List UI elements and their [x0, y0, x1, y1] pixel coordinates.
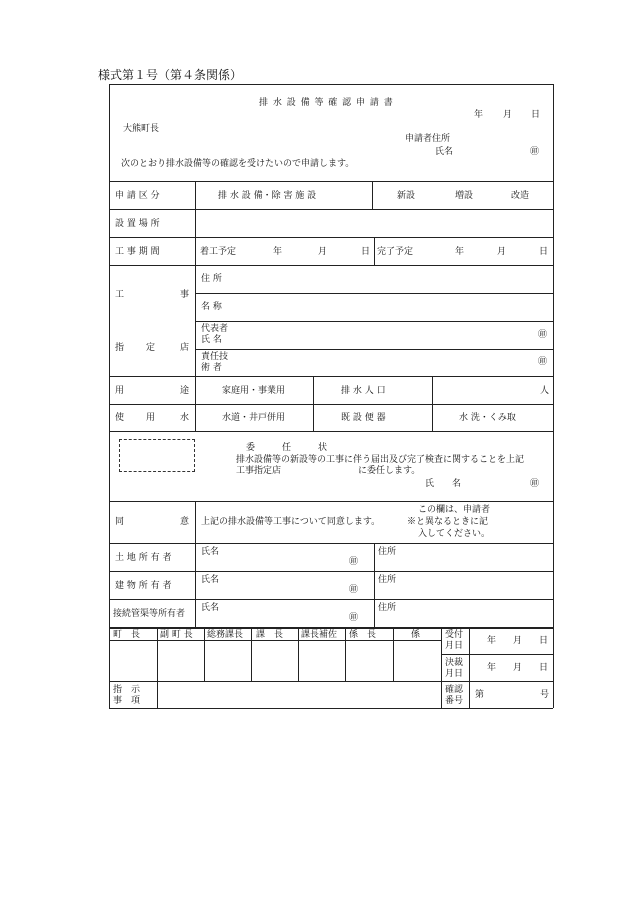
end-month: 月	[497, 247, 507, 257]
received-label-1: 受付	[445, 630, 464, 640]
start-label: 着工予定	[200, 247, 237, 257]
building-owner-seal: ㊞	[349, 585, 359, 595]
start-day: 日	[361, 247, 371, 257]
decided-label-1: 決裁	[445, 658, 464, 668]
header-year: 年	[474, 110, 484, 120]
confirm-prefix: 第	[475, 690, 485, 700]
row-line	[109, 599, 553, 600]
col-line	[157, 627, 158, 681]
land-owner-address-label: 住所	[378, 547, 397, 557]
consent-text: 上記の排水設備等工事について同意します。	[201, 517, 381, 527]
applicant-seal: ㊞	[530, 147, 540, 157]
period-label: 工 事 期 間	[115, 247, 160, 257]
delegation-name-label: 氏 名	[425, 479, 462, 489]
water-label-1: 使	[115, 413, 125, 423]
row-line	[109, 640, 441, 641]
representative-label-2: 氏 名	[201, 335, 222, 345]
office-header-section-chief: 課 長	[256, 630, 284, 640]
usage-label-1: 用	[115, 386, 125, 396]
application-type-label: 申 請 区 分	[115, 191, 160, 201]
col-line	[372, 181, 373, 209]
building-owner-address-label: 住所	[378, 575, 397, 585]
contractor-address-label: 住 所	[201, 274, 222, 284]
land-owner-label: 土 地 所 有 者	[115, 553, 172, 563]
col-line	[195, 181, 196, 431]
office-header-mayor: 町 長	[113, 630, 141, 640]
engineer-label-2: 術 者	[201, 363, 222, 373]
option-add[interactable]: 増設	[455, 191, 474, 201]
consent-label-1: 同	[115, 517, 125, 527]
row-line	[109, 681, 553, 682]
header-day: 日	[531, 110, 541, 120]
row-line	[109, 431, 553, 432]
contractor-label-2: 事	[180, 290, 190, 300]
instruction-label-1: 指 示	[113, 685, 141, 695]
office-header-assistant: 課長補佐	[301, 630, 338, 640]
delegation-title: 委 任 状	[246, 443, 328, 453]
consent-note-3: 入してください。	[418, 529, 491, 539]
col-line	[195, 501, 196, 627]
usage-label-2: 途	[180, 386, 190, 396]
office-header-subsection-chief: 係 長	[349, 630, 377, 640]
row-line	[441, 654, 553, 655]
instruction-field[interactable]	[159, 683, 439, 706]
col-line	[298, 627, 299, 681]
representative-seal: ㊞	[538, 330, 548, 340]
form-title: 排 水 設 備 等 確 認 申 請 書	[259, 98, 394, 108]
option-modify[interactable]: 改造	[511, 191, 530, 201]
office-header-deputy: 副 町 長	[160, 630, 193, 640]
land-owner-seal: ㊞	[349, 557, 359, 567]
consent-label-2: 意	[180, 517, 190, 527]
contractor-label-1: 工	[115, 290, 125, 300]
representative-label-1: 代表者	[201, 324, 229, 334]
delegation-line-2a: 工事指定店	[236, 466, 282, 476]
building-owner-label: 建 物 所 有 者	[115, 581, 172, 591]
end-label: 完了予定	[377, 247, 414, 257]
col-line	[432, 376, 433, 431]
consent-note-2: ※と異なるときに記	[407, 517, 489, 527]
col-line	[157, 681, 158, 708]
row-line	[109, 501, 553, 502]
row-line	[109, 181, 553, 182]
intro-text: 次のとおり排水設備等の確認を受けたいので申請します。	[121, 159, 355, 169]
frame-top	[109, 84, 553, 85]
delegation-seal-box[interactable]	[119, 439, 195, 472]
header-month: 月	[503, 110, 513, 120]
instruction-label-2: 事 項	[113, 696, 141, 706]
end-day: 日	[539, 247, 549, 257]
row-line	[109, 543, 553, 544]
location-label: 設 置 場 所	[115, 219, 160, 229]
row-line	[109, 265, 553, 266]
contractor-name-label: 名 称	[201, 302, 222, 312]
toilet-value[interactable]: 水 洗・くみ取	[459, 413, 516, 423]
received-month: 月	[513, 636, 523, 646]
consent-note-1: この欄は、申請者	[418, 505, 491, 515]
frame-left	[109, 84, 110, 708]
confirm-label-2: 番号	[445, 696, 464, 706]
col-line	[393, 627, 394, 681]
row-line	[109, 376, 553, 377]
row-line	[109, 571, 553, 572]
col-line	[441, 627, 442, 708]
row-line	[109, 237, 553, 238]
office-header-general-affairs: 総務課長	[207, 630, 244, 640]
building-owner-name-label: 氏名	[201, 575, 220, 585]
delegation-seal: ㊞	[530, 479, 540, 489]
row-line	[195, 321, 553, 322]
received-label-2: 月日	[445, 641, 464, 651]
office-header-staff: 係	[411, 630, 421, 640]
population-label: 排 水 人 口	[341, 386, 386, 396]
applicant-address-label: 申請者住所	[405, 134, 451, 144]
delegation-line-2b: に委任します。	[358, 466, 421, 476]
population-unit: 人	[540, 386, 550, 396]
pipe-owner-address-label: 住所	[378, 603, 397, 613]
toilet-label: 既 設 便 器	[341, 413, 386, 423]
col-line	[374, 543, 375, 627]
addressee: 大熊町長	[123, 124, 160, 134]
confirm-suffix: 号	[540, 690, 550, 700]
location-field[interactable]	[197, 211, 551, 236]
row-line	[195, 293, 553, 294]
received-day: 日	[539, 636, 549, 646]
decided-year: 年	[487, 663, 497, 673]
contractor-label-5: 店	[180, 343, 190, 353]
contractor-label-4: 定	[146, 343, 156, 353]
delegation-line-1: 排水設備等の新設等の工事に伴う届出及び完了検査に関することを上記	[236, 455, 525, 465]
form-number: 様式第１号（第４条関係）	[98, 68, 243, 82]
col-line	[251, 627, 252, 681]
applicant-name-label: 氏名	[435, 147, 454, 157]
row-line	[109, 209, 553, 210]
frame-right	[553, 84, 554, 708]
col-line	[345, 627, 346, 681]
engineer-seal: ㊞	[538, 357, 548, 367]
frame-bottom	[109, 708, 553, 709]
water-value[interactable]: 水道・井戸併用	[222, 413, 286, 423]
end-year: 年	[455, 247, 465, 257]
decided-day: 日	[539, 663, 549, 673]
application-type-value: 排 水 設 備・除 害 施 設	[218, 191, 317, 201]
confirm-label-1: 確認	[445, 685, 464, 695]
option-new[interactable]: 新設	[397, 191, 416, 201]
pipe-owner-seal: ㊞	[349, 613, 359, 623]
col-line	[204, 627, 205, 681]
land-owner-name-label: 氏名	[201, 547, 220, 557]
contractor-label-3: 指	[115, 343, 125, 353]
col-line	[374, 237, 375, 265]
usage-value[interactable]: 家庭用・事業用	[222, 386, 286, 396]
row-line	[109, 404, 553, 405]
water-label-3: 水	[180, 413, 190, 423]
decided-month: 月	[513, 663, 523, 673]
decided-label-2: 月日	[445, 669, 464, 679]
start-month: 月	[318, 247, 328, 257]
start-year: 年	[273, 247, 283, 257]
col-line	[313, 376, 314, 431]
engineer-label-1: 責任技	[201, 352, 229, 362]
col-line	[469, 627, 470, 708]
water-label-2: 用	[146, 413, 156, 423]
office-divider	[109, 627, 553, 629]
pipe-owner-name-label: 氏名	[201, 603, 220, 613]
row-line	[195, 349, 553, 350]
received-year: 年	[487, 636, 497, 646]
pipe-owner-label: 接続管渠等所有者	[113, 609, 186, 619]
